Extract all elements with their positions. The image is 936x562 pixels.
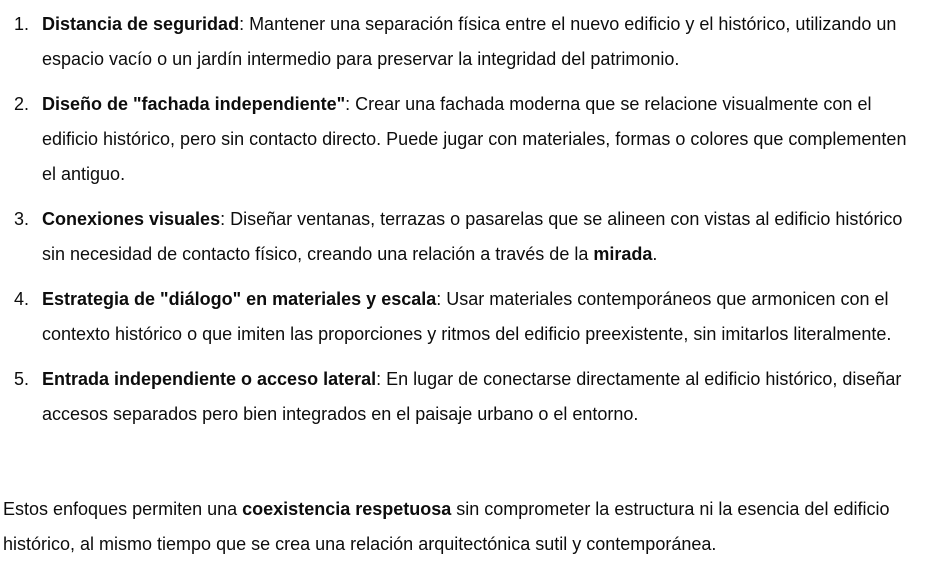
list-item-emphasis: mirada [593,244,653,264]
list-item-title: Estrategia de "diálogo" en materiales y escala [42,289,437,309]
summary-emphasis: coexistencia respetuosa [242,499,452,519]
list-item-text: : Crear una fachada moderna que se relacione visualmente con el edificio histórico, pero sin contacto directo. Puede jugar con materiales, formas o colores que complementen el antiguo. [42,94,907,184]
summary-paragraph [3,492,923,562]
list-item-number: 3. [14,209,30,229]
list-item [0,87,936,192]
list-item-number: 1. [14,14,30,34]
list-item-text: : Usar materiales contemporáneos que armonicen con el contexto histórico o que imiten las proporciones y ritmos del edificio preexistente, sin imitarlos literalmente. [42,289,892,344]
summary-text-end: sin comprometer la estructura ni la esencia del edificio histórico, al mismo tiempo que se crea una relación arquitectónica sutil y contemporánea. [3,499,890,554]
list-item [0,202,936,272]
list-item-number: 5. [14,369,30,389]
list-item-title: Conexiones visuales [42,209,221,229]
list-item [0,282,936,352]
list-item-title: Distancia de seguridad [42,14,240,34]
list-item-number: 2. [14,94,30,114]
list-item-text: : Mantener una separación física entre el nuevo edificio y el histórico, utilizando un espacio vacío o un jardín intermedio para preservar la integridad del patrimonio. [42,14,897,69]
list-item-number: 4. [14,289,30,309]
list-item [0,7,936,77]
approaches-list [0,7,936,442]
list-item-end: . [652,244,658,264]
list-item-title: Diseño de "fachada independiente" [42,94,346,114]
list-item-text: : Diseñar ventanas, terrazas o pasarelas que se alineen con vistas al edificio histórico sin necesidad de contacto físico, creando una relación a través de la [42,209,903,264]
list-item [0,362,936,432]
list-item-text: : En lugar de conectarse directamente al edificio histórico, diseñar accesos separados pero bien integrados en el paisaje urbano o el entorno. [42,369,902,424]
list-item-title: Entrada independiente o acceso lateral [42,369,377,389]
summary-text-start: Estos enfoques permiten una [3,499,243,519]
